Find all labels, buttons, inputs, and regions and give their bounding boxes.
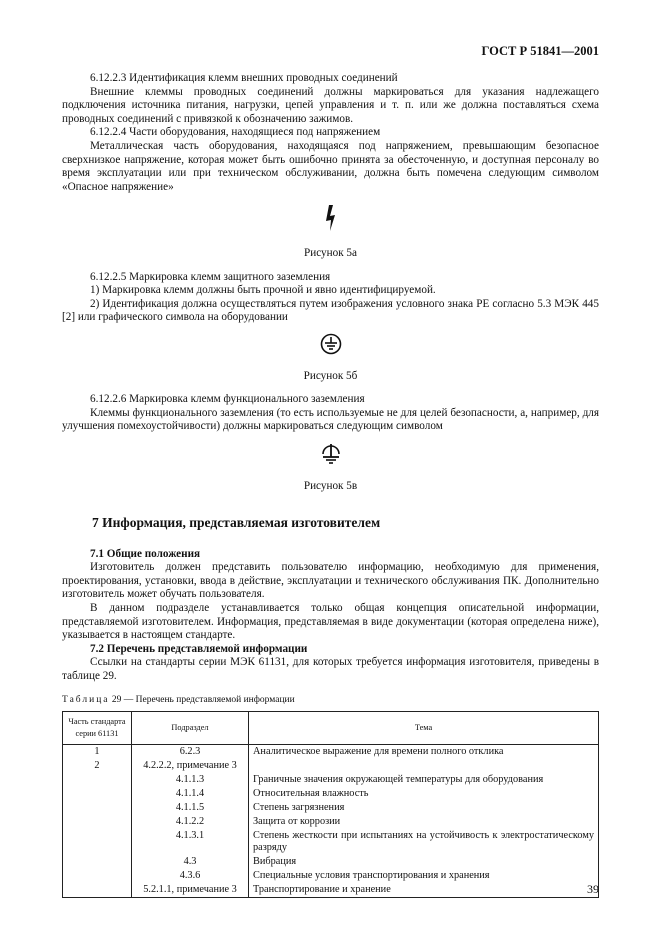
page-number: 39 xyxy=(587,882,599,896)
cell-part xyxy=(63,855,132,869)
table-row xyxy=(63,787,599,801)
list-item: 1) Маркировка клемм должны быть прочной и явно идентифицируемой. xyxy=(90,284,436,297)
cell-subsection: 5.2.1.1, примечание 3 xyxy=(132,883,249,898)
cell-subsection: 4.2.2.2, примечание 3 xyxy=(132,759,249,773)
protective-earth-icon xyxy=(62,333,599,360)
cell-topic: Транспортирование и хранение xyxy=(249,883,599,898)
paragraph: Внешние клеммы проводных соединений должны маркироваться для указания надлежащего подключения источника питания, нагрузки, цепей управления и т. п. или же должна поставляться схема проводных соединений с привязкой к обозначению зажимов. xyxy=(62,85,599,125)
section-title-6-12-2-5: 6.12.2.5 Маркировка клемм защитного заземления xyxy=(90,270,331,283)
cell-subsection: 4.3 xyxy=(132,855,249,869)
functional-earth-icon xyxy=(62,442,599,471)
table-row xyxy=(63,883,599,898)
figure-caption-5a: Рисунок 5а xyxy=(304,246,357,259)
table-caption-text: 29 — Перечень представляемой информации xyxy=(111,694,295,705)
table-body xyxy=(63,745,599,898)
paragraph: Изготовитель должен представить пользователю информацию, необходимую для применения, проектирования, установки, ввода в действие, эксплуатации и технического обслуживания ПК. Дополнительно изготовитель может обучать пользователя. xyxy=(62,561,599,601)
cell-topic xyxy=(249,759,599,773)
subsection-title-7-1: 7.1 Общие положения xyxy=(90,547,201,560)
cell-subsection: 4.3.6 xyxy=(132,869,249,883)
high-voltage-icon xyxy=(62,204,599,237)
cell-subsection: 4.1.2.2 xyxy=(132,815,249,829)
paragraph: Клеммы функционального заземления (то есть используемые не для целей безопасности, а, например, для улучшения помехоустойчивости) должны маркироваться следующим символом xyxy=(62,406,599,433)
table-row xyxy=(63,759,599,773)
table-row xyxy=(63,745,599,760)
section-title-6-12-2-4: 6.12.2.4 Части оборудования, находящиеся под напряжением xyxy=(90,126,381,139)
cell-topic: Специальные условия транспортирования и хранения xyxy=(249,869,599,883)
cell-topic: Аналитическое выражение для времени полного отклика xyxy=(249,745,599,760)
document-body xyxy=(62,72,599,898)
cell-subsection: 4.1.3.1 xyxy=(132,829,249,855)
cell-topic: Защита от коррозии xyxy=(249,815,599,829)
column-header-topic: Тема xyxy=(249,712,599,745)
section-title-6-12-2-6: 6.12.2.6 Маркировка клемм функционального заземления xyxy=(90,393,365,406)
table-caption-label: Таблица xyxy=(62,694,110,705)
cell-part: 2 xyxy=(63,759,132,773)
cell-topic: Степень загрязнения xyxy=(249,801,599,815)
column-header-part: Часть стандарта серии 61131 xyxy=(63,712,132,745)
table-row xyxy=(63,855,599,869)
cell-subsection: 6.2.3 xyxy=(132,745,249,760)
figure-caption-5b: Рисунок 5б xyxy=(303,369,358,382)
column-header-subsection: Подраздел xyxy=(132,712,249,745)
section-title-6-12-2-3: 6.12.2.3 Идентификация клемм внешних проводных соединений xyxy=(90,72,398,84)
cell-part xyxy=(63,829,132,855)
cell-part xyxy=(63,773,132,787)
list-item: 2) Идентификация должна осуществляться путем изображения условного знака РЕ согласно 5.3 МЭК 445 [2] или графического символа на оборудовании xyxy=(62,297,599,324)
cell-topic: Относительная влажность xyxy=(249,787,599,801)
cell-part xyxy=(63,815,132,829)
standard-header: ГОСТ Р 51841—2001 xyxy=(481,44,599,58)
table-row xyxy=(63,869,599,883)
table-row xyxy=(63,829,599,855)
subsection-title-7-2: 7.2 Перечень представляемой информации xyxy=(90,642,308,655)
table-row xyxy=(63,773,599,787)
figure-caption-5v: Рисунок 5в xyxy=(303,480,358,493)
cell-topic: Вибрация xyxy=(249,855,599,869)
cell-part xyxy=(63,869,132,883)
cell-part xyxy=(63,801,132,815)
information-table xyxy=(62,711,599,898)
cell-topic: Граничные значения окружающей температуры для оборудования xyxy=(249,773,599,787)
paragraph: Металлическая часть оборудования, находящаяся под напряжением, превышающим безопасное сверхнизкое напряжение, которая может быть ошибочно принята за обесточенную, и доступная персоналу во время эксплуатации или при техническом обслуживании, должна быть помечена следующим символом «Опасное напряжение» xyxy=(62,139,599,193)
cell-subsection: 4.1.1.3 xyxy=(132,773,249,787)
paragraph: В данном подразделе устанавливается только общая концепция описательной информации, представляемой изготовителем. Информация, представляемая в виде документации (которая определена ниже), указывается в настоящем стандарте. xyxy=(62,602,599,642)
cell-subsection: 4.1.1.5 xyxy=(132,801,249,815)
cell-part: 1 xyxy=(63,745,132,760)
cell-subsection: 4.1.1.4 xyxy=(132,787,249,801)
table-caption xyxy=(62,694,599,708)
cell-part xyxy=(63,883,132,898)
paragraph: Ссылки на стандарты серии МЭК 61131, для которых требуется информация изготовителя, приведены в таблице 29. xyxy=(62,656,599,682)
table-row xyxy=(63,801,599,815)
cell-part xyxy=(63,787,132,801)
section-heading-7: 7 Информация, представляемая изготовителем xyxy=(92,515,381,531)
cell-topic: Степень жесткости при испытаниях на устойчивость к электростатическому разряду xyxy=(249,829,599,855)
table-row xyxy=(63,815,599,829)
